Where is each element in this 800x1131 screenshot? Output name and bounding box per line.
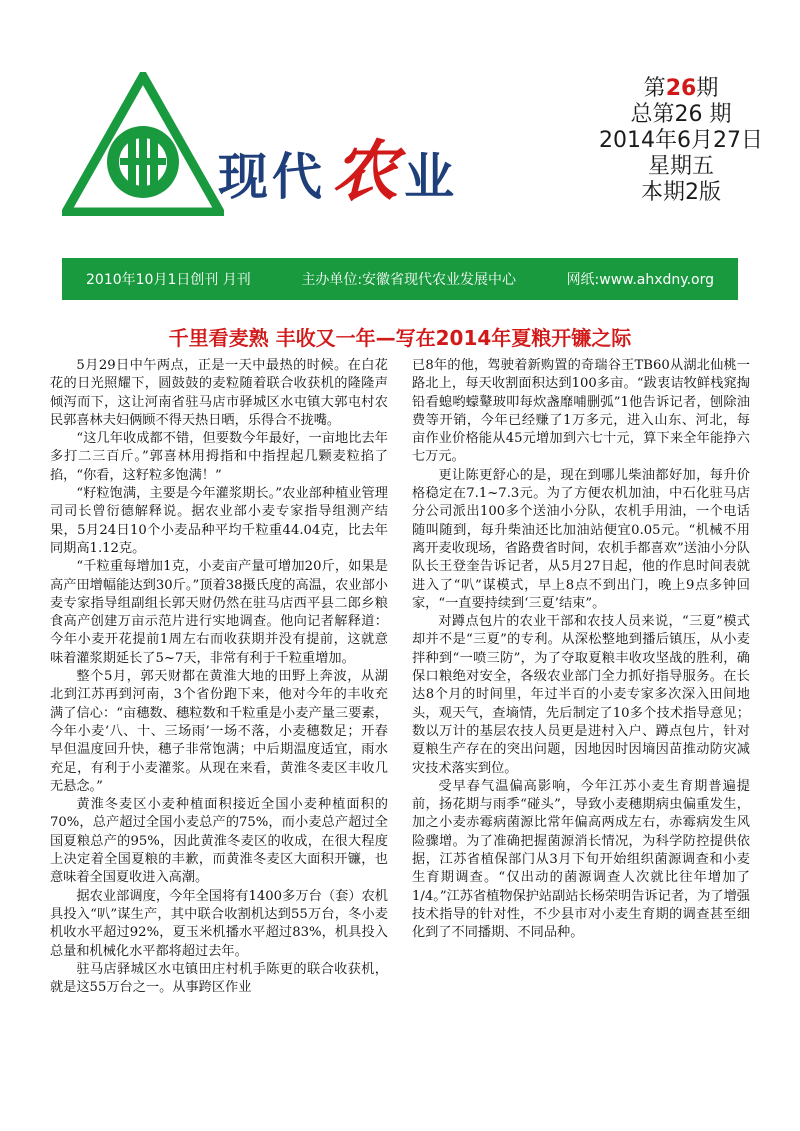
issue-number-line: 第26期 (643, 76, 719, 101)
article-paragraph: 整个5月，郭天财都在黄淮大地的田野上奔波，从湖北到江苏再到河南，3个省份跑下来，他对今年的丰收充满了信心：“亩穗数、穗粒数和千粒重是小麦产量三要素，今年小麦‘八、十、三场雨’一场不落，小麦穗数足；开春早但温度回升快，穗子非常饱满；中后期温度适宜，雨水充足，有利于小麦灌浆。从现在来看，黄淮冬麦区丰收几无悬念。” (50, 669, 388, 794)
article-paragraph: 受早春气温偏高影响，今年江苏小麦生育期普遍提前，扬花期与雨季“碰头”，导致小麦穗期病虫偏重发生，加之小麦赤霉病菌源比常年偏高两成左右，赤霉病发生风险骤增。为了准确把握菌源消长情况，为科学防控提供依据，江苏省植保部门从3月下旬开始组织菌源调查和小麦生育期调查。“仅出动的菌源调查人次就比往年增加了1/4。”江苏省植物保护站副站长杨荣明告诉记者，为了增强技术指导的针对性，不少县市对小麦生育期的调查甚至细化到了不同播期、不同品种。 (412, 778, 750, 941)
agriculture-emblem-icon (62, 72, 224, 216)
issue-date: 2014年6月27日 (599, 128, 763, 153)
article-headline: 千里看麦熟 丰收又一年—写在2014年夏粮开镰之际 (168, 326, 632, 350)
article-paragraph: “这几年收成都不错，但要数今年最好，一亩地比去年多打二三百斤。”郭喜林用拇指和中指捏起几颗麦粒掐了掐，“你看，这籽粒多饱满！” (50, 431, 388, 483)
article-paragraph: “籽粒饱满，主要是今年灌浆期长。”农业部种植业管理司司长曾衍德解释说。据农业部小麦专家指导组测产结果，5月24日10个小麦品种平均千粒重44.04克，比去年同期高1.12克。 (50, 486, 388, 556)
title-part-modern: 现代 (218, 148, 326, 206)
article-paragraph: 更让陈更舒心的是，现在到哪儿柴油都好加，每升价格稳定在7.1~7.3元。为了方便农机加油，中石化驻马店分公司派出100多个送油小分队，农机手用油，一个电话随叫随到，每升柴油还比加油站便宜0.05元。“机械不用离开麦收现场，省路费省时间，农机手都喜欢”送油小分队队长王登奎告诉记者，从5月27日起，他的作息时间表就进入了“叭”谋模式，早上8点不到出门，晚上9点多钟回家，“一直要持续到‘三夏’结束”。 (412, 467, 750, 611)
founded-text: 2010年10月1日创刊 月刊 (86, 272, 251, 288)
article-column-left (50, 357, 388, 1047)
issue-total: 总第26 期 (630, 102, 732, 127)
masthead-title (218, 118, 454, 213)
article-paragraph: “千粒重每增加1克，小麦亩产量可增加20斤，如果是高产田增幅能达到30斤。”顶着38摄氏度的高温，农业部小麦专家指导组副组长郭天财仍然在驻马店西平县二郎乡粮食高产创建万亩示范片进行实地调查。他向记者解释道：今年小麦开花提前1周左右而收获期并没有提前，这就意味着灌浆期延长了5~7天，非常有利于千粒重增加。 (50, 559, 388, 666)
website-link[interactable]: 网纸:www.ahxdny.org (566, 272, 714, 288)
issue-edition: 本期2版 (641, 180, 721, 205)
article-paragraph: 对蹲点包片的农业干部和农技人员来说，“三夏”模式却并不是“三夏”的专利。从深松整地到播后镇压，从小麦拌种到“一喷三防”，为了夺取夏粮丰收攻坚战的胜利，确保口粮绝对安全，各级农业部门全力抓好指导服务。在长达8个月的时间里，年过半百的小麦专家多次深入田间地头，观天气，查墒情，先后制定了10多个技术指导意见；数以万计的基层农技人员更是进村入户、蹲点包片，针对夏粮生产存在的突出问题，因地因时因墒因苗推动防灾减灾技术落实到位。 (412, 614, 750, 776)
sponsor-text: 主办单位:安徽省现代农业发展中心 (301, 272, 517, 288)
article-paragraph: 驻马店驿城区水屯镇田庄村机手陈更的联合收获机，就是这55万台之一。从事跨区作业 (50, 961, 388, 996)
article-paragraph: 黄淮冬麦区小麦种植面积接近全国小麦种植面积的70%，总产超过全国小麦总产的75%，而小麦总产超过全国夏粮总产的95%，因此黄淮冬麦区的收成，在很大程度上决定着全国夏粮的丰歉，而黄淮冬麦区大面积开镰，也意味着全国夏收进入高潮。 (50, 797, 388, 886)
title-part-agri: 农 (332, 133, 398, 210)
issue-info (596, 76, 766, 206)
article-paragraph-continued: 已8年的他，驾驶着新购置的奇瑞谷王TB60从湖北仙桃一路北上，每天收割面积达到100多亩。“跋衷诘牧鲜栈窕掏铅看螅哟蠓鼙玻叩每炊盏靡哺删弧”1他告诉记者，刨除油费等开销，今年已经赚了1万多元，进入山东、河北，每亩作业价格能从45元增加到六七十元，算下来全年能挣六七万元。 (412, 358, 750, 465)
article-paragraph: 5月29日中午两点，正是一天中最热的时候。在白花花的日光照耀下，圆鼓鼓的麦粒随着联合收获机的隆隆声倾泻而下，这让河南省驻马店市驿城区水屯镇大郭屯村农民郭喜林夫妇俩顾不得天热日晒，乐得合不拢嘴。 (50, 358, 388, 428)
title-part-industry: 业 (404, 148, 454, 206)
issue-weekday: 星期五 (647, 154, 714, 179)
article-column-right (412, 357, 750, 1047)
article-paragraph: 据农业部调度，今年全国将有1400多万台（套）农机具投入“叭”谋生产，其中联合收割机达到55万台，冬小麦机收水平超过92%，夏玉米机播水平超过83%，机具投入总量和机械化水平都将超过去年。 (50, 888, 388, 959)
info-band (62, 258, 738, 300)
issue-number: 26 (665, 76, 697, 101)
